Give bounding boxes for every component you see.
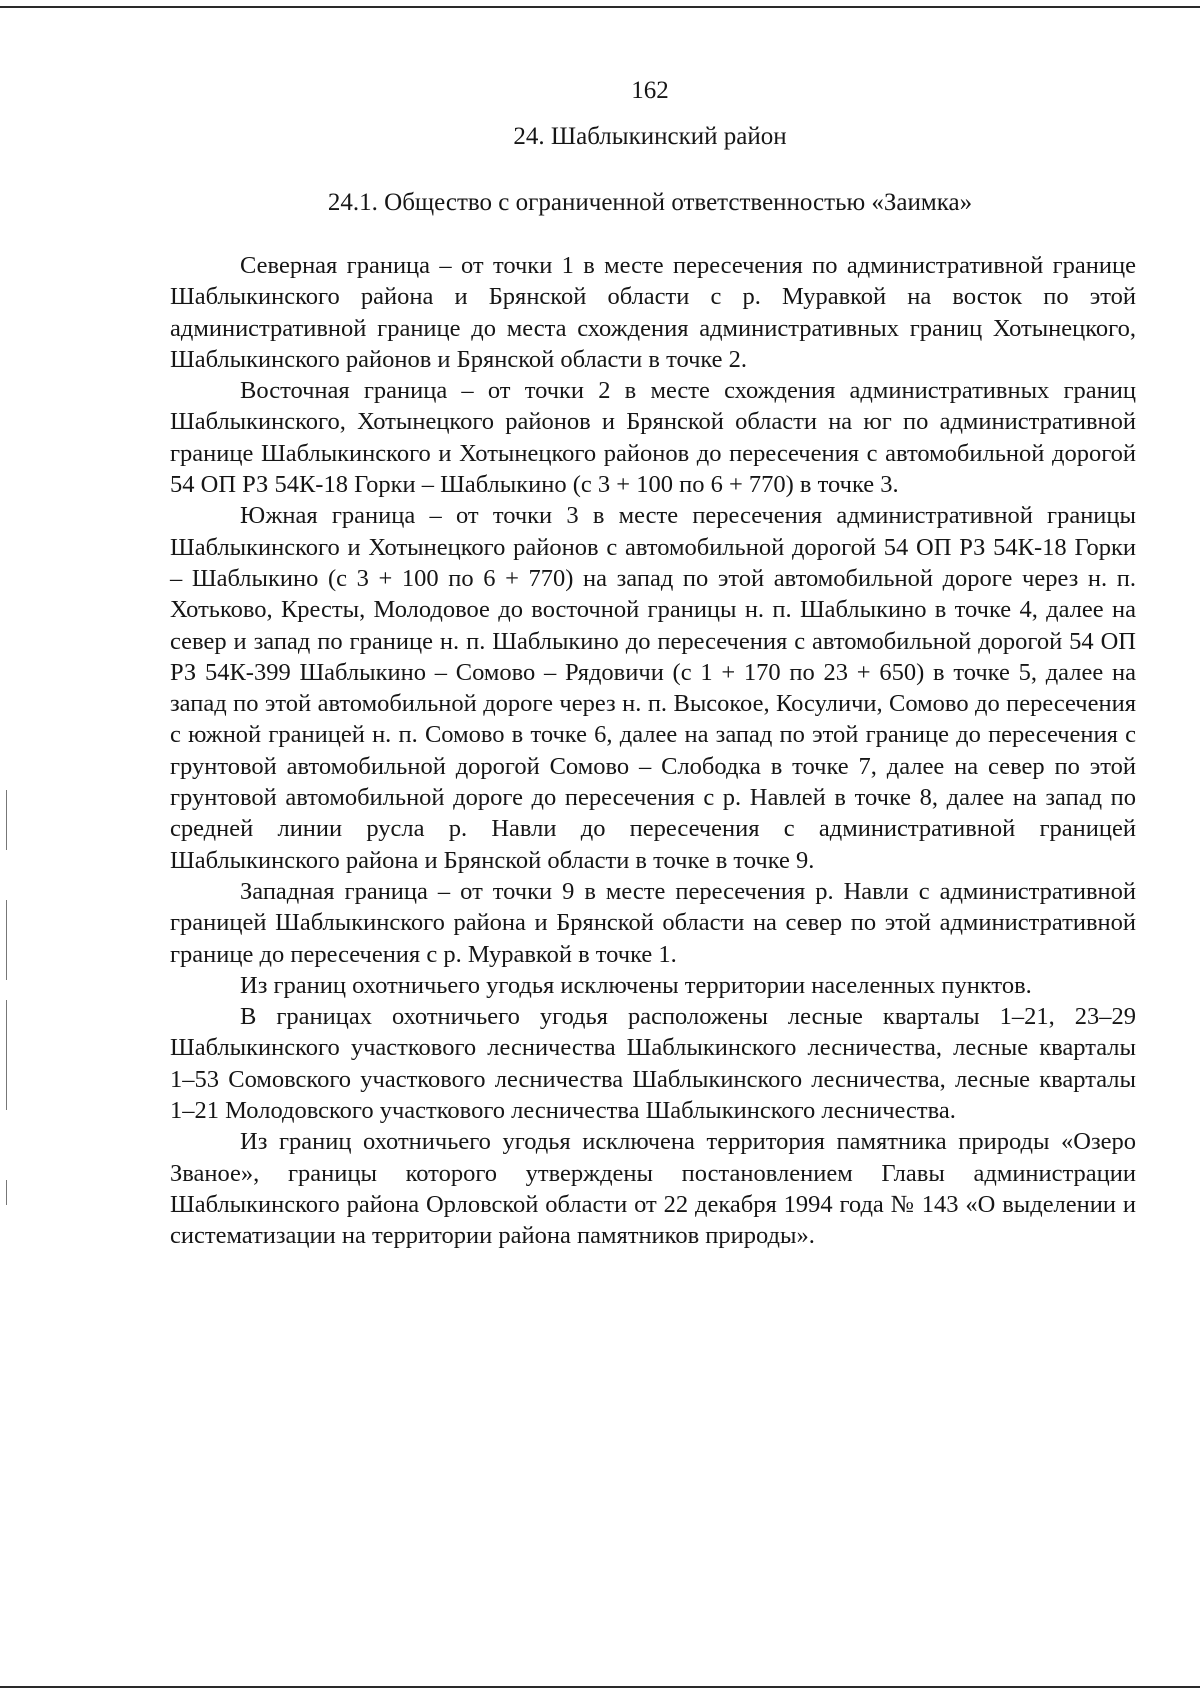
paragraph-east-border: Восточная граница – от точки 2 в месте схождения административных границ Шаблыкинского, Хотынецкого районов и Брянской области на юг по административной границе Шаблыкинского и Хотынецкого районов до пересечения с автомобильной дорогой 54 ОП РЗ 54К-18 Горки – Шаблыкино (с 3 + 100 по 6 + 770) в точке 3. <box>170 377 1136 499</box>
scan-left-edge-mark <box>6 790 7 850</box>
paragraph-excluded-settlements: Из границ охотничьего угодья исключены территории населенных пунктов. <box>240 971 1032 999</box>
scan-bottom-border <box>0 1686 1200 1688</box>
page-number: 162 <box>631 77 669 104</box>
paragraph-north-border: Северная граница – от точки 1 в месте пересечения по административной границе Шаблыкинского района и Брянской области с р. Муравкой на восток по этой административной границе до места схождения административных границ Хотынецкого, Шаблыкинского районов и Брянской области в точке 2. <box>170 252 1136 373</box>
paragraph-nature-monument: Из границ охотничьего угодья исключена территория памятника природы «Озеро Званое», границы которого утверждены постановлением Главы администрации Шаблыкинского района Орловской области от 22 декабря 1994 года № 143 «О выделении и систематизации на территории района памятников природы». <box>170 1128 1136 1250</box>
paragraph-south-border: Южная граница – от точки 3 в месте пересечения административной границы Шаблыкинского и Хотынецкого районов с автомобильной дорогой 54 ОП РЗ 54К-18 Горки – Шаблыкино (с 3 + 100 по 6 + 770) на запад по этой автомобильной дороге через н. п. Хотьково, Кресты, Молодовое до восточной границы н. п. Шаблыкино в точке 4, далее на север и запад по границе н. п. Шаблыкино до пересечения с автомобильной дорогой 54 ОП РЗ 54К-399 Шаблыкино – Сомово – Рядовичи (с 1 + 170 по 23 + 650) в точке 5, далее на запад по этой автомобильной дороге через н. п. Высокое, Косуличи, Сомово до пересечения с южной границей н. п. Сомово в точке 6, далее на запад по этой границе до пересечения с грунтовой автомобильной дорогой Сомово – Слободка в точке 7, далее на север по этой грунтовой автомобильной дороге до пересечения с р. Навлей в точке 8, далее на запад по средней линии русла р. Навли до пересечения с административной границей Шаблыкинского района и Брянской области в точке в точке 9. <box>170 502 1136 874</box>
scan-top-border <box>0 6 1200 8</box>
paragraph-forest-quarters: В границах охотничьего угодья расположены лесные кварталы 1–21, 23–29 Шаблыкинского участкового лесничества Шаблыкинского лесничества, лесные кварталы 1–53 Сомовского участкового лесничества Шаблыкинского лесничества, лесные кварталы 1–21 Молодовского участкового лесничества Шаблыкинского лесничества. <box>170 1003 1136 1125</box>
scan-left-edge-mark <box>6 1180 7 1205</box>
body-text <box>170 250 1136 1252</box>
scan-left-edge-mark <box>6 1000 7 1110</box>
section-title: 24. Шаблыкинский район <box>513 123 787 150</box>
subsection-title: 24.1. Общество с ограниченной ответственностью «Заимка» <box>327 189 973 216</box>
scan-left-edge-mark <box>6 900 7 980</box>
paragraph-west-border: Западная граница – от точки 9 в месте пересечения р. Навли с административной границей Шаблыкинского района и Брянской области на север по этой административной границе до пересечения с р. Муравкой в точке 1. <box>170 877 1136 968</box>
